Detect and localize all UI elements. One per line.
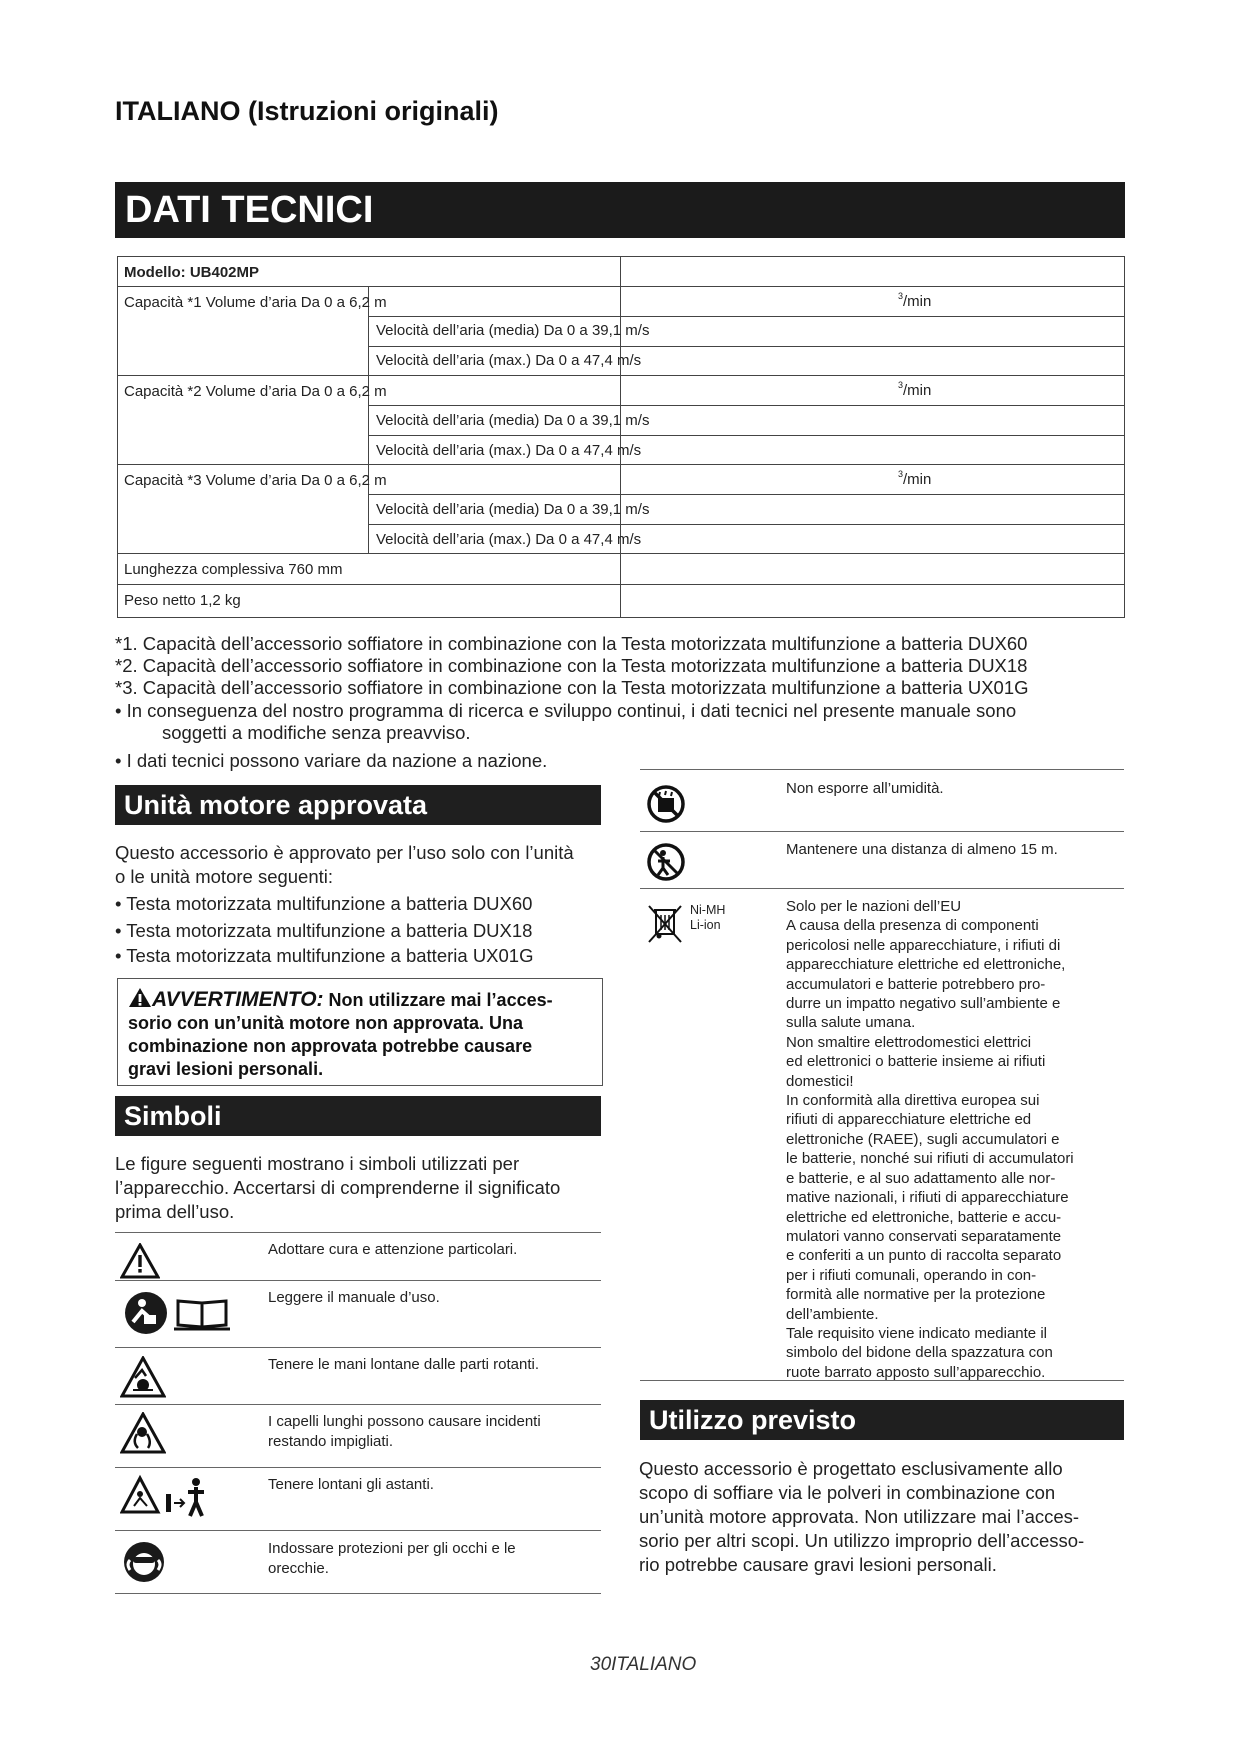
symbol-text: Indossare protezioni per gli occhi e le orecchie. (268, 1540, 516, 1577)
symbol-text: Non esporre all’umidità. (786, 780, 944, 797)
long-hair-icon (120, 1412, 166, 1454)
read-manual-icon (122, 1289, 234, 1337)
note-bullet: • I dati tecnici possono variare da nazione a nazione. (115, 750, 548, 771)
note-bullet-cont: soggetti a modifiche senza preavviso. (162, 722, 471, 743)
spec-row: Velocità dell’aria (media) Da 0 a 39,1 m/s (376, 322, 650, 339)
footnote-3: *3. Capacità dell’accessorio soffiatore in combinazione con la Testa motorizzata multifunzione a batteria UX01G (115, 677, 1029, 698)
spec-model: Modello: UB402MP (124, 264, 260, 281)
approved-intro: Questo accessorio è approvato per l’uso solo con l’unità o le unità motore seguenti: (115, 842, 574, 887)
spec-row: Velocità dell’aria (max.) Da 0 a 47,4 m/s (376, 442, 642, 459)
spec-table (117, 256, 1125, 618)
spec-row: Velocità dell’aria (media) Da 0 a 39,1 m/s (376, 501, 650, 518)
eye-ear-protection-icon (122, 1540, 166, 1584)
spec-row: Lunghezza complessiva 760 mm (124, 561, 343, 578)
warning-box: AVVERTIMENTO: Non utilizzare mai l’acces- sorio con un’unità motore non approvata. Una combinazione non approvata potrebbe causare gravi lesioni personali. (117, 978, 603, 1086)
spec-row: Peso netto 1,2 kg (124, 592, 241, 609)
spec-row: Velocità dell’aria (media) Da 0 a 39,1 m/s (376, 412, 650, 429)
symbol-text: Leggere il manuale d’uso. (268, 1289, 440, 1306)
bystanders-icon (120, 1474, 216, 1520)
symbol-text: I capelli lunghi possono causare incidenti restando impigliati. (268, 1413, 541, 1450)
footnote-2: *2. Capacità dell’accessorio soffiatore in combinazione con la Testa motorizzata multifunzione a batteria DUX18 (115, 655, 1028, 676)
language-title: ITALIANO (Istruzioni originali) (115, 96, 499, 126)
list-item: • Testa motorizzata multifunzione a batteria DUX18 (115, 920, 533, 941)
symbol-text: Mantenere una distanza di almeno 15 m. (786, 841, 1058, 858)
rotating-parts-icon (120, 1356, 166, 1398)
section-title-intended-use: Utilizzo previsto (640, 1400, 1124, 1440)
keep-distance-icon (646, 842, 686, 882)
section-title-symbols: Simboli (115, 1096, 601, 1136)
symbols-intro: Le figure seguenti mostrano i simboli utilizzati per l’apparecchio. Accertarsi di comprenderne il significato prima dell’uso. (115, 1153, 561, 1222)
section-title-dati-tecnici: DATI TECNICI (115, 182, 1125, 238)
list-item: • Testa motorizzata multifunzione a batteria DUX60 (115, 893, 533, 914)
spec-unit: $^3$/min (898, 469, 932, 488)
weee-text: Solo per le nazioni dell’EU A causa della presenza di componenti pericolosi nelle apparecchiature, i rifiuti di apparecchiature elettriche ed elettroniche, accumulatori e batterie potrebbero pro- durre un impatto negativo sull’ambiente e sulla salute umana. Non smaltire elettrodomestici elettrici ed elettronici o batterie insieme ai rifiuti domestici! In conformità alla direttiva europea sui rifiuti di apparecchiature elettriche ed elettroniche (RAEE), sugli accumulatori e le batterie, nonché sui rifiuti di accumulatori e batterie, e al suo adattamento alle nor- mative nazionali, i rifiuti di apparecchiature elettriche ed elettroniche, batterie e accu- mulatori vanno conservati separatamente e conferiti a un punto di raccolta separato per i rifiuti comunali, operando in con- formità alle normative per la protezione dell’ambiente. Tale requisito viene indicato mediante il simbolo del bidone della spazzatura con ruote barrato apposto sull’apparecchio. (786, 898, 1074, 1381)
crossed-bin-icon (646, 902, 684, 946)
spec-unit: $^3$/min (898, 291, 932, 310)
symbol-text: Adottare cura e attenzione particolari. (268, 1241, 518, 1258)
symbol-text: Tenere lontani gli astanti. (268, 1476, 434, 1493)
footnote-1: *1. Capacità dell’accessorio soffiatore in combinazione con la Testa motorizzata multifunzione a batteria DUX60 (115, 633, 1028, 654)
page-number: 30ITALIANO (590, 1654, 697, 1675)
warning-triangle-icon (128, 987, 152, 1008)
symbol-text: Tenere le mani lontane dalle parti rotanti. (268, 1356, 539, 1373)
spec-row: Capacità *2 Volume d’aria Da 0 a 6,2 m (124, 383, 387, 400)
spec-row: Velocità dell’aria (max.) Da 0 a 47,4 m/s (376, 352, 642, 369)
spec-row: Capacità *3 Volume d’aria Da 0 a 6,2 m (124, 472, 387, 489)
battery-labels: Ni-MH Li-ion (690, 903, 726, 932)
no-humidity-icon (646, 784, 686, 824)
note-bullet: • In conseguenza del nostro programma di ricerca e sviluppo continui, i dati tecnici nel presente manuale sono (115, 700, 1017, 721)
spec-row: Capacità *1 Volume d’aria Da 0 a 6,2 m (124, 294, 387, 311)
list-item: • Testa motorizzata multifunzione a batteria UX01G (115, 945, 534, 966)
spec-unit: $^3$/min (898, 380, 932, 399)
spec-row: Velocità dell’aria (max.) Da 0 a 47,4 m/s (376, 531, 642, 548)
warning-triangle-icon (120, 1243, 160, 1279)
section-title-approved: Unità motore approvata (115, 785, 601, 825)
intended-use-text: Questo accessorio è progettato esclusivamente allo scopo di soffiare via le polveri in combinazione con un’unità motore approvata. Non utilizzare mai l’acces- sorio per altri scopi. Un utilizzo improprio dell’accesso- rio potrebbe causare gravi lesioni personali. (639, 1458, 1085, 1575)
